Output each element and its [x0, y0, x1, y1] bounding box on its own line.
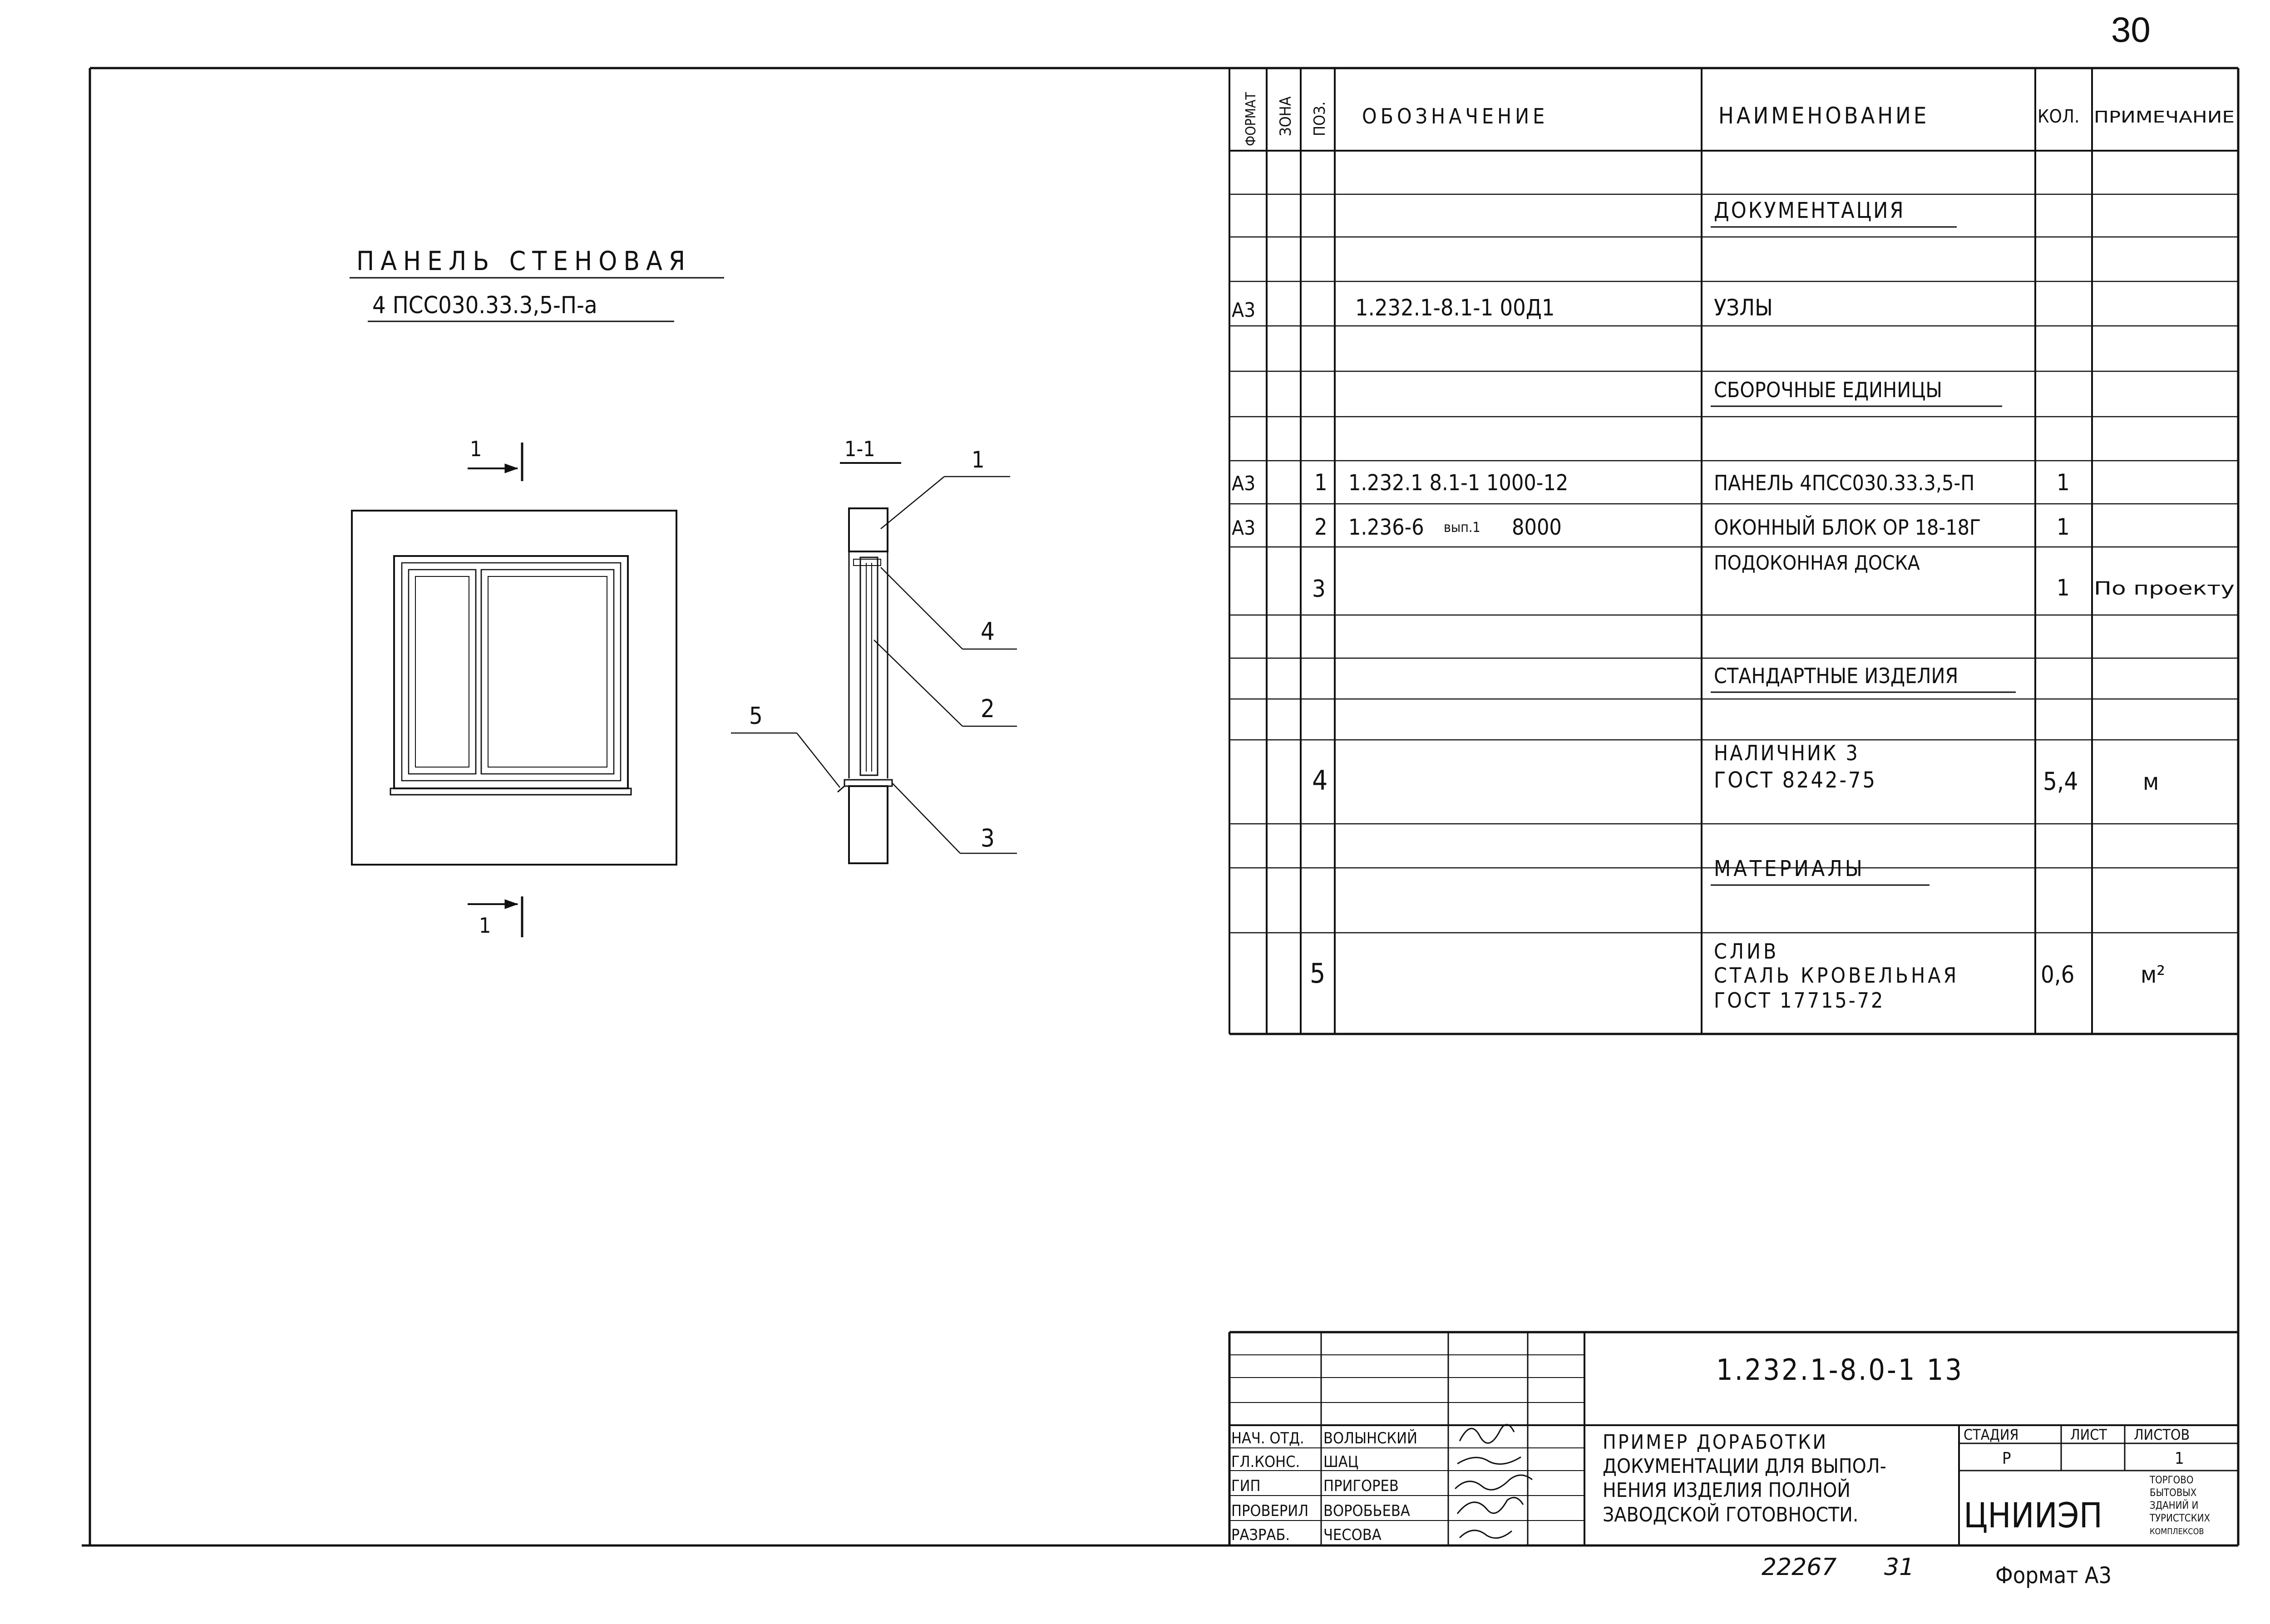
sheets-value: 1	[2175, 1449, 2184, 1468]
item2-issue: вып.1	[1444, 520, 1480, 536]
item2-pos: 2	[1314, 514, 1327, 540]
header-zone: ЗОНА	[1277, 96, 1295, 136]
header-designation: ОБОЗНАЧЕНИЕ	[1362, 104, 1549, 128]
section-standard: СТАНДАРТНЫЕ ИЗДЕЛИЯ	[1714, 664, 1959, 688]
format-label: Формат А3	[1995, 1562, 2112, 1589]
callout-4: 4	[981, 617, 995, 646]
doc-number: 1.232.1-8.0-1 13	[1716, 1353, 1964, 1387]
sig-name-3: ПРИГОРЕВ	[1323, 1477, 1399, 1495]
sheet-label: ЛИСТ	[2070, 1426, 2107, 1443]
sig-role-5: РАЗРАБ.	[1231, 1526, 1290, 1544]
section-label: 1-1	[844, 437, 875, 461]
item5-name-2: СТАЛЬ КРОВЕЛЬНАЯ	[1714, 963, 1959, 988]
sheets-label: ЛИСТОВ	[2134, 1426, 2190, 1443]
inventory-number: 22267	[1762, 1554, 1837, 1581]
item1-designation: 1.232.1 8.1-1 1000-12	[1348, 470, 1569, 496]
sig-name-5: ЧЕСОВА	[1323, 1526, 1382, 1544]
stage-label: СТАДИЯ	[1964, 1426, 2019, 1443]
panel-elevation	[352, 443, 676, 937]
callout-5: 5	[749, 703, 763, 730]
page-number: 30	[2111, 10, 2151, 49]
item2-format: А3	[1232, 517, 1256, 540]
org-name: ЦНИИЭП	[1964, 1495, 2103, 1535]
item3-pos: 3	[1312, 576, 1326, 603]
item4-name-1: НАЛИЧНИК 3	[1714, 741, 1860, 765]
item2-name: ОКОННЫЙ БЛОК ОР 18-18Г	[1714, 515, 1981, 540]
item3-name: ПОДОКОННАЯ ДОСКА	[1714, 551, 1920, 575]
callout-1: 1	[972, 447, 985, 473]
docs-name: УЗЛЫ	[1714, 295, 1773, 321]
item5-name-1: СЛИВ	[1714, 939, 1779, 964]
section-view	[731, 463, 1017, 863]
sig-name-4: ВОРОБЬЕВА	[1323, 1502, 1410, 1520]
org-sub-2: БЫТОВЫХ	[2150, 1487, 2197, 1499]
section-materials: МАТЕРИАЛЫ	[1714, 856, 1865, 881]
callout-2: 2	[981, 694, 995, 723]
sig-name-2: ШАЦ	[1323, 1453, 1359, 1471]
header-format: ФОРМАТ	[1243, 92, 1259, 146]
section-assembly: СБОРОЧНЫЕ ЕДИНИЦЫ	[1714, 378, 1942, 402]
section-mark-top: 1	[470, 437, 482, 461]
item4-qty: 5,4	[2043, 767, 2078, 796]
stage-value: Р	[2002, 1449, 2011, 1468]
item5-qty: 0,6	[2041, 961, 2075, 989]
desc-line-1: ПРИМЕР ДОРАБОТКИ	[1603, 1431, 1828, 1454]
section-mark-bottom: 1	[479, 913, 491, 938]
org-sub-5: КОМПЛЕКСОВ	[2150, 1527, 2204, 1536]
item4-pos: 4	[1312, 765, 1328, 797]
item5-name-3: ГОСТ 17715-72	[1714, 988, 1885, 1013]
drawing-title: ПАНЕЛЬ СТЕНОВАЯ	[356, 246, 692, 276]
item5-note: м²	[2141, 961, 2166, 989]
desc-line-4: ЗАВОДСКОЙ ГОТОВНОСТИ.	[1603, 1503, 1859, 1526]
inventory-sheet: 31	[1884, 1554, 1915, 1581]
item1-qty: 1	[2057, 469, 2070, 496]
item5-pos: 5	[1310, 958, 1326, 989]
header-qty: КОЛ.	[2038, 106, 2080, 127]
sig-name-1: ВОЛЫНСКИЙ	[1323, 1429, 1417, 1447]
docs-designation: 1.232.1-8.1-1 00Д1	[1355, 295, 1555, 321]
item4-note: м	[2143, 768, 2159, 796]
org-sub-3: ЗДАНИЙ И	[2150, 1500, 2199, 1511]
sig-role-3: ГИП	[1231, 1477, 1261, 1495]
item2-qty: 1	[2057, 514, 2070, 540]
item1-format: А3	[1232, 472, 1256, 495]
drawing-mark: 4 ПСС030.33.3,5-П-а	[372, 292, 597, 319]
desc-line-2: ДОКУМЕНТАЦИИ ДЛЯ ВЫПОЛ-	[1603, 1455, 1886, 1478]
item1-name: ПАНЕЛЬ 4ПСС030.33.3,5-П	[1714, 471, 1975, 495]
item4-name-2: ГОСТ 8242-75	[1714, 768, 1877, 793]
header-note: ПРИМЕЧАНИЕ	[2094, 108, 2235, 127]
signature-scribbles	[1455, 1425, 1532, 1538]
item2-code: 8000	[1512, 515, 1562, 540]
desc-line-3: НЕНИЯ ИЗДЕЛИЯ ПОЛНОЙ	[1603, 1479, 1851, 1502]
header-name: НАИМЕНОВАНИЕ	[1718, 103, 1930, 129]
item3-note: По проекту	[2094, 578, 2235, 599]
item2-designation: 1.236-6	[1348, 515, 1424, 540]
sig-role-1: НАЧ. ОТД.	[1231, 1429, 1304, 1447]
callout-3: 3	[981, 824, 995, 852]
org-sub-4: ТУРИСТСКИХ	[2150, 1513, 2211, 1524]
sig-role-2: ГЛ.КОНС.	[1231, 1453, 1300, 1471]
header-pos: ПОЗ.	[1311, 101, 1329, 136]
item3-qty: 1	[2057, 575, 2070, 601]
item1-pos: 1	[1314, 469, 1327, 496]
docs-format: А3	[1232, 299, 1256, 322]
org-sub-1: ТОРГОВО	[2150, 1475, 2194, 1486]
sig-role-4: ПРОВЕРИЛ	[1231, 1502, 1309, 1520]
section-documentation: ДОКУМЕНТАЦИЯ	[1714, 198, 1905, 223]
